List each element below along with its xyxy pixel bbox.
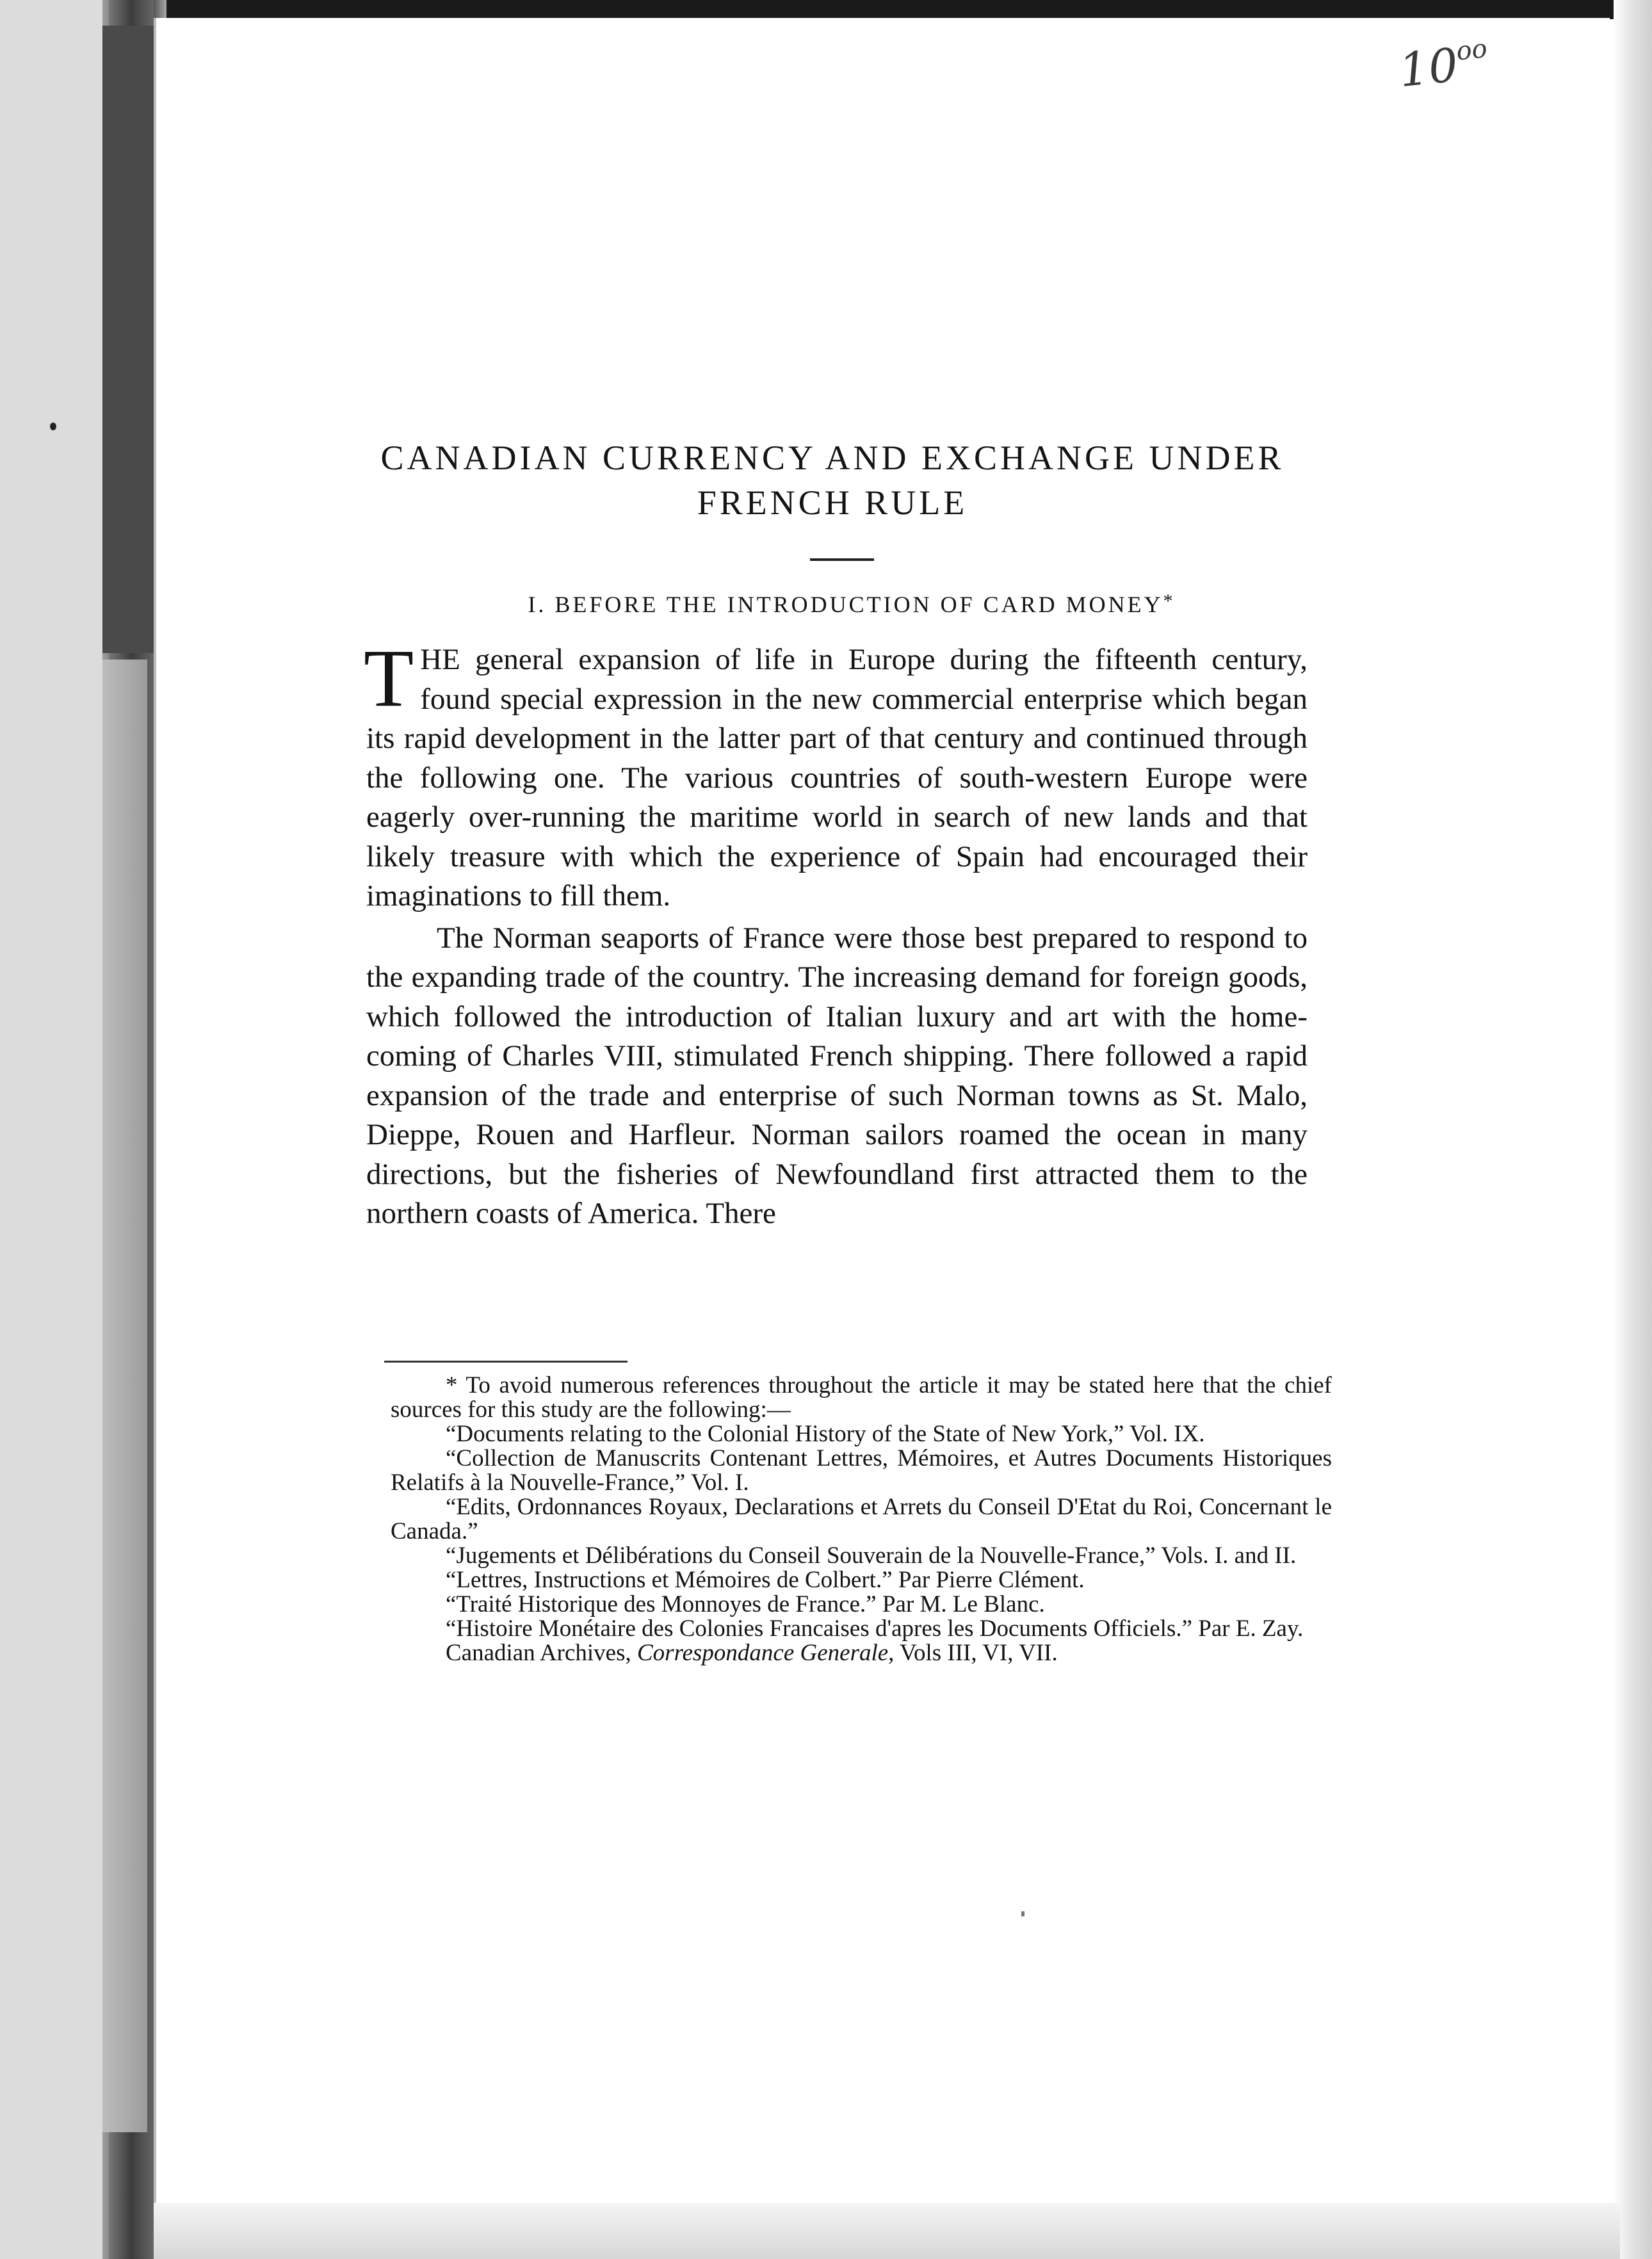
section-heading-text: I. BEFORE THE INTRODUCTION OF CARD MONEY (528, 592, 1163, 617)
footnotes (391, 1373, 1332, 1665)
footnote-intro: * To avoid numerous references throughout the article it may be stated here that the chief sources for this study are the following:— (391, 1372, 1332, 1423)
handwritten-page-number (1397, 34, 1491, 97)
scan-top-border (166, 0, 1614, 19)
handwritten-superscript: oo (1455, 33, 1489, 67)
footnote-divider (384, 1361, 628, 1363)
paragraph-1 (364, 633, 1308, 916)
title-divider (810, 558, 874, 561)
binding-speck (50, 423, 56, 430)
binding-dark-band (102, 26, 154, 653)
drop-cap: T (364, 633, 414, 724)
scan-bottom-border (154, 2203, 1620, 2259)
footnote-source: “Histoire Monétaire des Colonies Francaises d'apres les Documents Officiels.” Par E. Zay. (446, 1615, 1304, 1642)
paragraph-2: The Norman seaports of France were those best prepared to respond to the expanding trade of the country. The increasing demand for foreign goods, which followed the introduction of Italian luxury and art with the home-coming of Charles VIII, stimulated French shipping. There followed a rapid expansion of the trade and enterprise of such Norman towns as St. Malo, Dieppe, Rouen and Harfleur. Norman sailors roamed the ocean in many directions, but the fisheries of Newfoundland first attracted them to the northern coasts of America. There (366, 921, 1308, 1230)
footnote-source: “Documents relating to the Colonial History of the State of New York,” Vol. IX. (446, 1421, 1205, 1447)
handwritten-value: 10 (1397, 37, 1461, 98)
footnote-marker: * (1163, 590, 1176, 611)
footnote-source: “Traité Historique des Monnoyes de France.” Par M. Le Blanc. (446, 1591, 1045, 1617)
footnote-source: “Edits, Ordonnances Royaux, Declarations et Arrets du Conseil D'Etat du Roi, Concernant le Canada.” (391, 1494, 1332, 1544)
archives-volumes: Vols III, VI, VII. (900, 1640, 1058, 1666)
archives-prefix: Canadian Archives, (446, 1640, 631, 1666)
archives-title: Correspondance Generale, (637, 1640, 895, 1666)
footnote-source: “Lettres, Instructions et Mémoires de Colbert.” Par Pierre Clément. (446, 1567, 1085, 1593)
binding-light-band (102, 660, 147, 2132)
footnote-source-archives (391, 1641, 1332, 1665)
paper-speck (1021, 1911, 1024, 1916)
binding-gutter (0, 0, 102, 2259)
footnote-source: “Jugements et Délibérations du Conseil Souverain de la Nouvelle-France,” Vols. I. and II. (446, 1542, 1297, 1569)
paragraph-1-text: HE general expansion of life in Europe during the fifteenth century, found special expression in the new commercial enterprise which began its rapid development in the latter part of that century and continued through the following one. The various countries of south-western Europe were eagerly over-running the maritime world in search of new lands and that likely treasure with which the experience of Spain had encouraged their imaginations to fill them. (366, 643, 1308, 912)
book-binding-edge (0, 0, 173, 2259)
footnote-source: “Collection de Manuscrits Contenant Lettres, Mémoires, et Autres Documents Historiques Relatifs à la Nouvelle-France,” Vol. I. (391, 1445, 1332, 1496)
article-body (364, 633, 1308, 1234)
scan-right-border (1614, 0, 1652, 2259)
article-title: CANADIAN CURRENCY AND EXCHANGE UNDER FRENCH RULE (380, 439, 1284, 522)
section-heading (435, 590, 1268, 618)
